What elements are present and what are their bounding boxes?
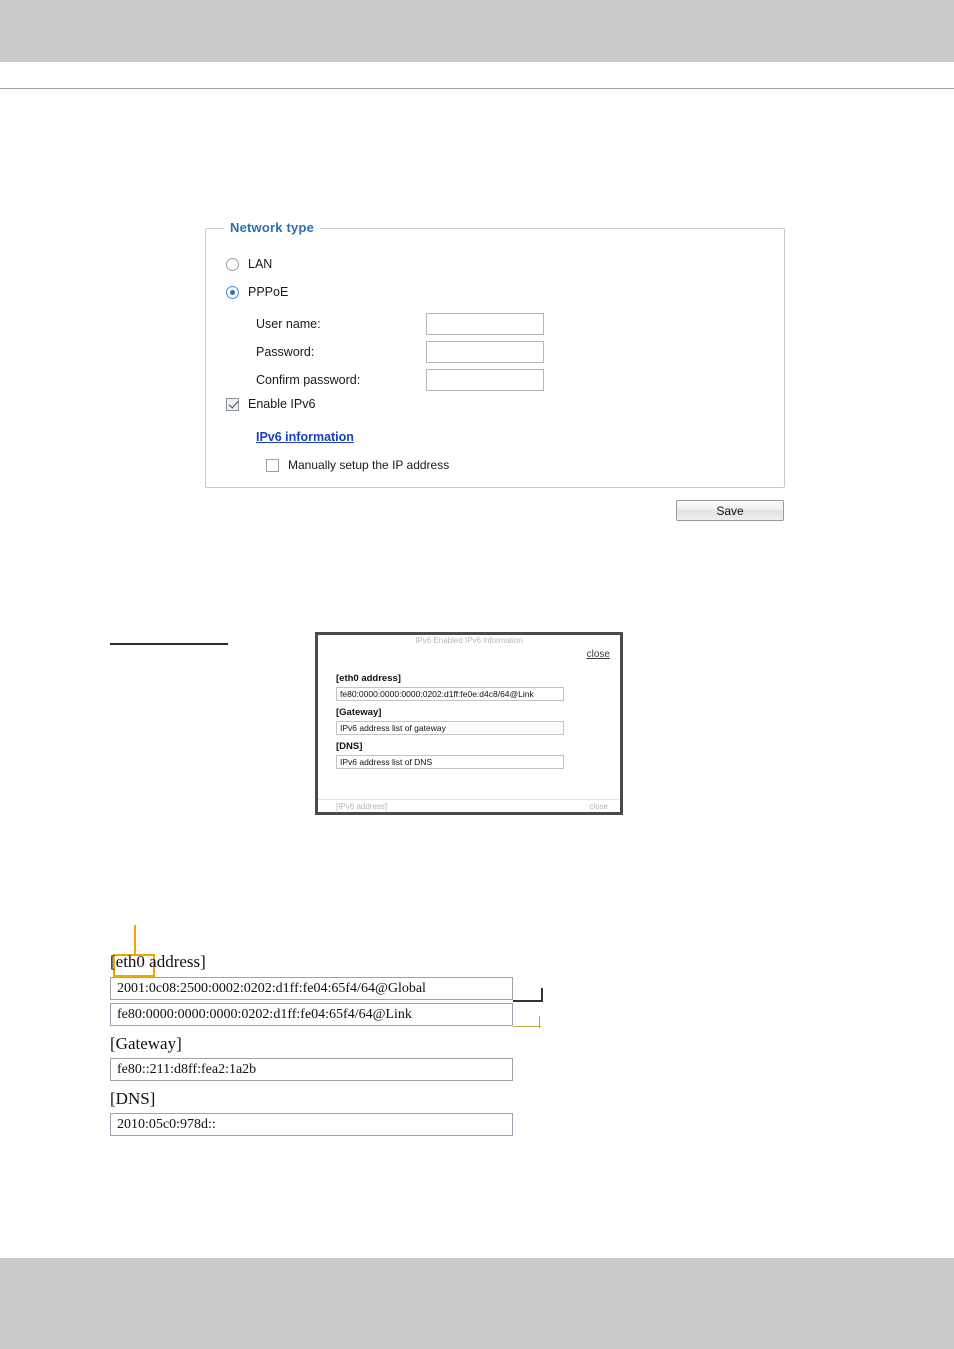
callout-line: [134, 925, 136, 955]
username-label: User name:: [256, 317, 321, 331]
manual-ip-checkbox[interactable]: [266, 459, 279, 472]
section-underline-marker: [110, 643, 228, 645]
field-row-password: [256, 341, 544, 363]
username-input[interactable]: [426, 313, 544, 335]
popup-dns-value: IPv6 address list of DNS: [336, 755, 564, 769]
popup-gateway-value: IPv6 address list of gateway: [336, 721, 564, 735]
confirm-password-input[interactable]: [426, 369, 544, 391]
field-row-confirm-password: [256, 369, 544, 391]
leader-line-global: [513, 1000, 543, 1002]
radio-lan[interactable]: [226, 258, 239, 271]
popup-gateway-label: [Gateway]: [336, 707, 382, 718]
enable-ipv6-label: Enable IPv6: [248, 397, 316, 411]
save-button[interactable]: Save: [676, 500, 784, 521]
detail-eth0-header: [eth0 address]: [110, 952, 206, 971]
popup-eth0-label: [eth0 address]: [336, 673, 401, 684]
detail-dns-label: [DNS]: [110, 1089, 156, 1108]
ipv6-information-link-row[interactable]: [256, 430, 354, 444]
ipv6-detail-block: [110, 952, 540, 1139]
popup-eth0-value: fe80:0000:0000:0000:0202:d1ff:fe0e:d4c8/64@Link: [336, 687, 564, 701]
enable-ipv6-checkbox[interactable]: [226, 398, 239, 411]
header-rule: [0, 88, 954, 89]
detail-address-global: 2001:0c08:2500:0002:0202:d1ff:fe04:65f4/64@Global: [110, 977, 513, 1000]
footer-band: [0, 1258, 954, 1349]
popup-ghost-bottom-left: [IPv6 address]: [336, 802, 388, 811]
ipv6-information-link[interactable]: IPv6 information: [256, 430, 354, 444]
header-band: [0, 0, 954, 62]
radio-pppoe-label: PPPoE: [248, 285, 289, 299]
panel-title: Network type: [224, 220, 320, 235]
detail-dns-value: 2010:05c0:978d::: [110, 1113, 513, 1136]
ipv6-info-popup: [315, 632, 623, 815]
password-label: Password:: [256, 345, 315, 359]
checkbox-row-manual-ip[interactable]: [266, 458, 449, 472]
popup-ghost-top-text: IPv6 Enabled IPv6 information: [415, 636, 523, 645]
checkbox-row-enable-ipv6[interactable]: [226, 397, 315, 411]
detail-address-link: fe80:0000:0000:0000:0202:d1ff:fe04:65f4/64@Link: [110, 1003, 513, 1026]
confirm-password-label: Confirm password:: [256, 373, 361, 387]
popup-close-link[interactable]: close: [586, 649, 610, 660]
popup-ghost-bottom: [318, 799, 620, 812]
leader-line-link-vertical: [539, 1016, 540, 1028]
popup-dns-label: [DNS]: [336, 741, 363, 752]
popup-ghost-bottom-right: close: [589, 802, 608, 811]
radio-lan-label: LAN: [248, 257, 273, 271]
radio-row-lan[interactable]: [226, 257, 272, 271]
leader-line-link: [513, 1026, 541, 1027]
password-input[interactable]: [426, 341, 544, 363]
field-row-username: [256, 313, 544, 335]
detail-gateway-label: [Gateway]: [110, 1034, 182, 1053]
detail-gateway-value: fe80::211:d8ff:fea2:1a2b: [110, 1058, 513, 1081]
leader-line-global-vertical: [541, 988, 543, 1002]
manual-ip-label: Manually setup the IP address: [288, 458, 450, 472]
radio-row-pppoe[interactable]: [226, 285, 288, 299]
radio-pppoe[interactable]: [226, 286, 239, 299]
network-type-panel: [205, 220, 785, 488]
